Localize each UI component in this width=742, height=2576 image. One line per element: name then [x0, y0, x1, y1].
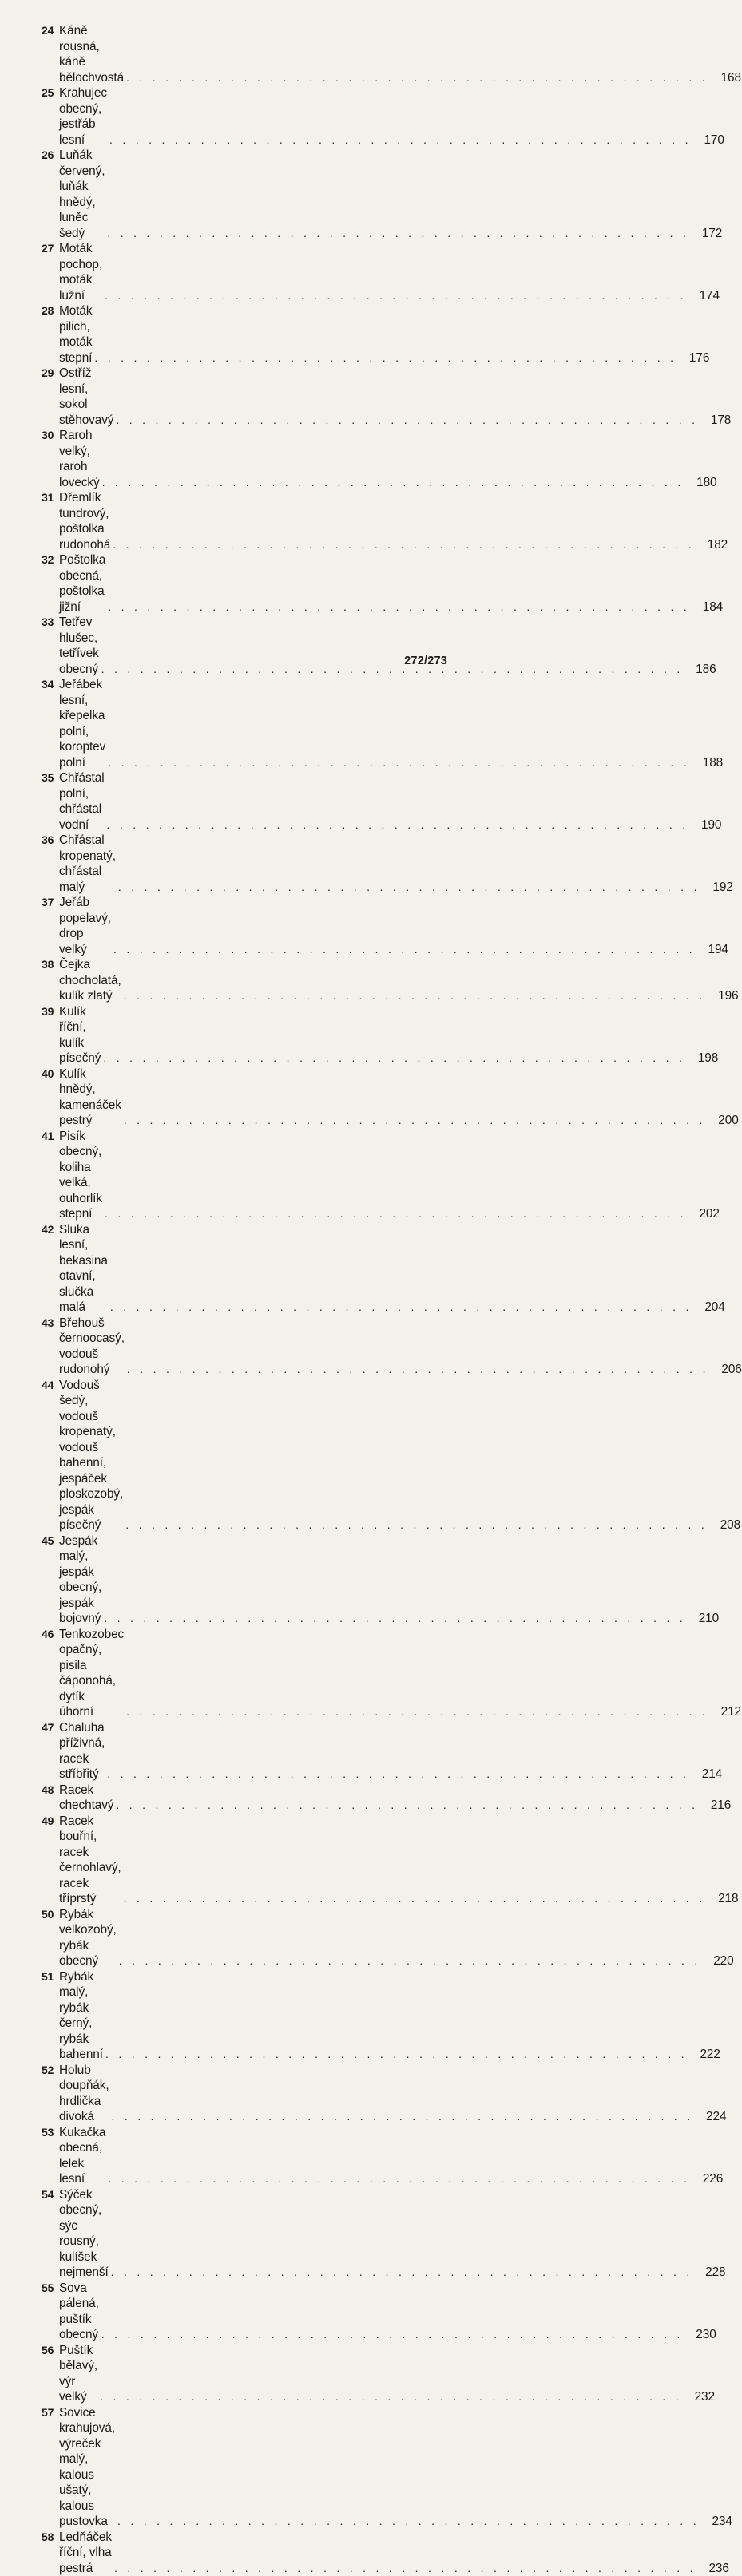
entry-page: 190 — [691, 817, 721, 833]
toc-entry — [42, 1814, 369, 1907]
entry-title: Ostříž lesní, sokol stěhovavý — [59, 366, 113, 428]
entry-body — [59, 2281, 369, 2343]
entry-title: Holub doupňák, hrdlička divoká — [59, 2063, 109, 2125]
dot-leader — [111, 942, 698, 958]
entry-body — [59, 1783, 369, 1814]
toc-entry — [42, 1378, 369, 1533]
entry-page: 226 — [692, 2171, 723, 2187]
entry-page: 222 — [690, 2047, 720, 2063]
entry-body — [59, 85, 369, 148]
entry-body — [59, 2405, 369, 2530]
entry-number: 53 — [42, 2125, 59, 2141]
dot-leader — [117, 1953, 704, 1969]
dot-leader — [107, 133, 694, 148]
entry-number: 30 — [42, 428, 59, 444]
toc-entry — [42, 2063, 369, 2125]
entry-title: Kukačka obecná, lelek lesní — [59, 2125, 105, 2187]
entry-body — [59, 1066, 369, 1129]
entry-title: Tetřev hlušec, tetřívek obecný — [59, 615, 99, 677]
dot-leader — [105, 817, 692, 833]
entry-title: Dřemlík tundrový, poštolka rudonohá — [59, 490, 110, 552]
entry-body — [59, 490, 369, 552]
entry-title: Krahujec obecný, jestřáb lesní — [59, 85, 107, 148]
entry-body — [59, 957, 369, 1004]
entry-number: 25 — [42, 85, 59, 101]
entry-page: 172 — [692, 226, 722, 242]
entry-title: Racek chechtavý — [59, 1783, 113, 1814]
entry-number: 47 — [42, 1720, 59, 1736]
entry-body — [59, 1316, 369, 1378]
entry-body — [59, 303, 369, 366]
entry-title: Poštolka obecná, poštolka jižní — [59, 552, 105, 615]
entry-body — [59, 1004, 369, 1066]
entry-body — [59, 1720, 369, 1783]
entry-page: 236 — [699, 2561, 729, 2576]
dot-leader — [105, 755, 692, 771]
entry-number: 26 — [42, 148, 59, 164]
entry-page: 198 — [688, 1051, 718, 1066]
entry-number: 50 — [42, 1907, 59, 1923]
toc-entry — [42, 2530, 369, 2576]
entry-number: 36 — [42, 833, 59, 849]
dot-leader — [102, 1206, 689, 1222]
toc-entry — [42, 1720, 369, 1783]
dot-leader — [113, 413, 700, 429]
dot-leader — [105, 1767, 692, 1783]
toc-entry — [42, 1907, 369, 1969]
entry-page: 182 — [697, 537, 728, 553]
dot-leader — [108, 1300, 695, 1316]
entry-title: Čejka chocholatá, kulík zlatý — [59, 957, 121, 1004]
dot-leader — [109, 2109, 696, 2125]
dot-leader — [101, 1611, 688, 1627]
entry-number: 49 — [42, 1814, 59, 1830]
entry-body — [59, 1533, 369, 1627]
entry-title: Moták pilich, moták stepní — [59, 303, 92, 366]
toc-entry — [42, 428, 369, 490]
entry-page: 192 — [703, 880, 733, 896]
dot-leader — [121, 1113, 708, 1129]
dot-leader — [124, 70, 711, 86]
entry-page: 218 — [708, 1891, 738, 1907]
entry-body — [59, 552, 369, 615]
entry-body — [59, 241, 369, 303]
entry-page: 196 — [708, 988, 739, 1004]
entry-number: 33 — [42, 615, 59, 631]
entry-page: 188 — [692, 755, 723, 771]
dot-leader — [105, 599, 692, 615]
entry-title: Jeřáb popelavý, drop velký — [59, 895, 111, 957]
entry-number: 42 — [42, 1222, 59, 1238]
entry-number: 40 — [42, 1066, 59, 1082]
entry-page: 212 — [711, 1704, 741, 1720]
dot-leader — [100, 475, 687, 491]
entry-number: 32 — [42, 552, 59, 568]
toc-entry — [42, 615, 369, 677]
entry-title: Káně rousná, káně bělochvostá — [59, 23, 124, 85]
entry-title: Sova pálená, puštík obecný — [59, 2281, 99, 2343]
entry-title: Rybák velkozobý, rybák obecný — [59, 1907, 117, 1969]
entry-title: Ledňáček říční, vlha pestrá — [59, 2530, 112, 2576]
entry-title: Chřástal polní, chřástal vodní — [59, 770, 105, 833]
entry-page: 186 — [686, 662, 716, 678]
dot-leader — [112, 2561, 699, 2576]
dot-leader — [116, 880, 703, 896]
toc-entry — [42, 1783, 369, 1814]
dot-leader — [121, 988, 708, 1004]
toc-entry — [42, 1533, 369, 1627]
dot-leader — [97, 2389, 684, 2405]
toc-entry — [42, 490, 369, 552]
entry-body — [59, 1969, 369, 2063]
entry-number: 51 — [42, 1969, 59, 1985]
entry-page: 228 — [696, 2265, 726, 2281]
entry-page: 184 — [692, 599, 723, 615]
dot-leader — [105, 2171, 692, 2187]
entry-title: Vodouš šedý, vodouš kropenatý, vodouš bahenní, jespáček ploskozobý, jespák písečný — [59, 1378, 123, 1533]
entry-page: 200 — [708, 1113, 739, 1129]
toc-entry — [42, 241, 369, 303]
entry-body — [59, 428, 369, 490]
entry-page: 234 — [702, 2514, 732, 2530]
dot-leader — [99, 2327, 686, 2343]
toc-entry — [42, 85, 369, 148]
dot-leader — [121, 1891, 708, 1907]
entry-page: 232 — [684, 2389, 715, 2405]
entry-page: 180 — [687, 475, 717, 491]
entry-title: Chřástal kropenatý, chřástal malý — [59, 833, 116, 895]
entry-title: Jespák malý, jespák obecný, jespák bojovný — [59, 1533, 101, 1627]
entry-number: 46 — [42, 1627, 59, 1643]
entry-number: 24 — [42, 23, 59, 39]
entry-number: 58 — [42, 2530, 59, 2546]
table-of-contents — [42, 23, 369, 2576]
entry-page: 224 — [696, 2109, 726, 2125]
entry-title: Sovice krahujová, výreček malý, kalous ušatý, kalous pustovka — [59, 2405, 115, 2530]
entry-number: 57 — [42, 2405, 59, 2421]
toc-entry — [42, 148, 369, 241]
entry-page: 194 — [698, 942, 728, 958]
entry-title: Sluka lesní, bekasina otavní, slučka malá — [59, 1222, 108, 1316]
entry-title: Puštík bělavý, výr velký — [59, 2343, 97, 2405]
toc-entry — [42, 770, 369, 833]
dot-leader — [125, 1362, 712, 1378]
toc-entry — [42, 1627, 369, 1720]
entry-title: Sýček obecný, sýc rousný, kulíšek nejmenší — [59, 2187, 109, 2281]
toc-entry — [42, 833, 369, 895]
dot-leader — [102, 288, 689, 304]
entry-title: Kulík hnědý, kamenáček pestrý — [59, 1066, 121, 1129]
entry-title: Moták pochop, moták lužní — [59, 241, 102, 303]
entry-number: 55 — [42, 2281, 59, 2297]
entry-body — [59, 2530, 369, 2576]
entry-page: 202 — [689, 1206, 720, 1222]
toc-entry — [42, 895, 369, 957]
entry-number: 54 — [42, 2187, 59, 2203]
dot-leader — [123, 1518, 710, 1533]
entry-page: 176 — [679, 350, 709, 366]
entry-number: 45 — [42, 1533, 59, 1549]
entry-number: 43 — [42, 1316, 59, 1332]
entry-body — [59, 2063, 369, 2125]
entry-body — [59, 1627, 369, 1720]
entry-number: 39 — [42, 1004, 59, 1020]
entry-number: 27 — [42, 241, 59, 257]
entry-title: Tenkozobec opačný, pisila čáponohá, dytík úhorní — [59, 1627, 124, 1720]
dot-leader — [99, 662, 686, 678]
entry-number: 56 — [42, 2343, 59, 2359]
toc-entry — [42, 303, 369, 366]
entry-body — [59, 895, 369, 957]
entry-body — [59, 1814, 369, 1907]
entry-title: Pisík obecný, koliha velká, ouhorlík stepní — [59, 1129, 102, 1222]
entry-page: 168 — [711, 70, 741, 86]
entry-body — [59, 366, 369, 428]
entry-number: 28 — [42, 303, 59, 319]
entry-page: 220 — [704, 1953, 734, 1969]
toc-entry — [42, 2125, 369, 2187]
entry-title: Rybák malý, rybák černý, rybák bahenní — [59, 1969, 103, 2063]
entry-page: 210 — [688, 1611, 719, 1627]
toc-entry — [42, 957, 369, 1004]
entry-number: 34 — [42, 677, 59, 693]
entry-number: 29 — [42, 366, 59, 382]
entry-body — [59, 2343, 369, 2405]
entry-page: 204 — [695, 1300, 725, 1316]
entry-body — [59, 1222, 369, 1316]
toc-entry — [42, 1066, 369, 1129]
toc-entry — [42, 1316, 369, 1378]
entry-number: 48 — [42, 1783, 59, 1798]
entry-body — [59, 1378, 369, 1533]
dot-leader — [103, 2047, 690, 2063]
entry-number: 38 — [42, 957, 59, 973]
book-page — [0, 0, 478, 706]
entry-title: Břehouš černoocasý, vodouš rudonohý — [59, 1316, 125, 1378]
toc-entry — [42, 23, 369, 85]
dot-leader — [124, 1704, 711, 1720]
entry-body — [59, 23, 369, 85]
page-number: 272/273 — [404, 655, 447, 667]
entry-number: 44 — [42, 1378, 59, 1394]
entry-page: 214 — [692, 1767, 722, 1783]
entry-page: 208 — [710, 1518, 740, 1533]
dot-leader — [113, 1798, 700, 1814]
toc-entry — [42, 677, 369, 770]
entry-body — [59, 1907, 369, 1969]
entry-title: Jeřábek lesní, křepelka polní, koroptev polní — [59, 677, 105, 770]
toc-entry — [42, 1004, 369, 1066]
entry-body — [59, 1129, 369, 1222]
dot-leader — [105, 226, 692, 242]
entry-page: 174 — [689, 288, 720, 304]
entry-number: 35 — [42, 770, 59, 786]
entry-title: Kulík říční, kulík písečný — [59, 1004, 101, 1066]
toc-entry — [42, 1969, 369, 2063]
entry-body — [59, 615, 369, 677]
entry-number: 37 — [42, 895, 59, 911]
entry-number: 41 — [42, 1129, 59, 1145]
entry-title: Luňák červený, luňák hnědý, luněc šedý — [59, 148, 105, 241]
entry-number: 31 — [42, 490, 59, 506]
dot-leader — [92, 350, 679, 366]
entry-title: Raroh velký, raroh lovecký — [59, 428, 100, 490]
toc-entry — [42, 2187, 369, 2281]
toc-entry — [42, 2281, 369, 2343]
dot-leader — [115, 2514, 702, 2530]
toc-entry — [42, 366, 369, 428]
entry-body — [59, 770, 369, 833]
toc-entry — [42, 1129, 369, 1222]
toc-entry — [42, 2405, 369, 2530]
entry-title: Chaluha příživná, racek stříbřitý — [59, 1720, 105, 1783]
entry-page: 170 — [694, 133, 724, 148]
dot-leader — [101, 1051, 688, 1066]
entry-number: 52 — [42, 2063, 59, 2079]
entry-body — [59, 677, 369, 770]
entry-page: 230 — [686, 2327, 716, 2343]
entry-body — [59, 2125, 369, 2187]
dot-leader — [110, 537, 697, 553]
entry-body — [59, 833, 369, 895]
toc-entry — [42, 2343, 369, 2405]
entry-title: Racek bouřní, racek černohlavý, racek tříprstý — [59, 1814, 121, 1907]
entry-body — [59, 148, 369, 241]
toc-entry — [42, 1222, 369, 1316]
entry-page: 178 — [700, 413, 731, 429]
entry-page: 206 — [712, 1362, 742, 1378]
entry-page: 216 — [700, 1798, 731, 1814]
dot-leader — [109, 2265, 696, 2281]
entry-body — [59, 2187, 369, 2281]
toc-entry — [42, 552, 369, 615]
